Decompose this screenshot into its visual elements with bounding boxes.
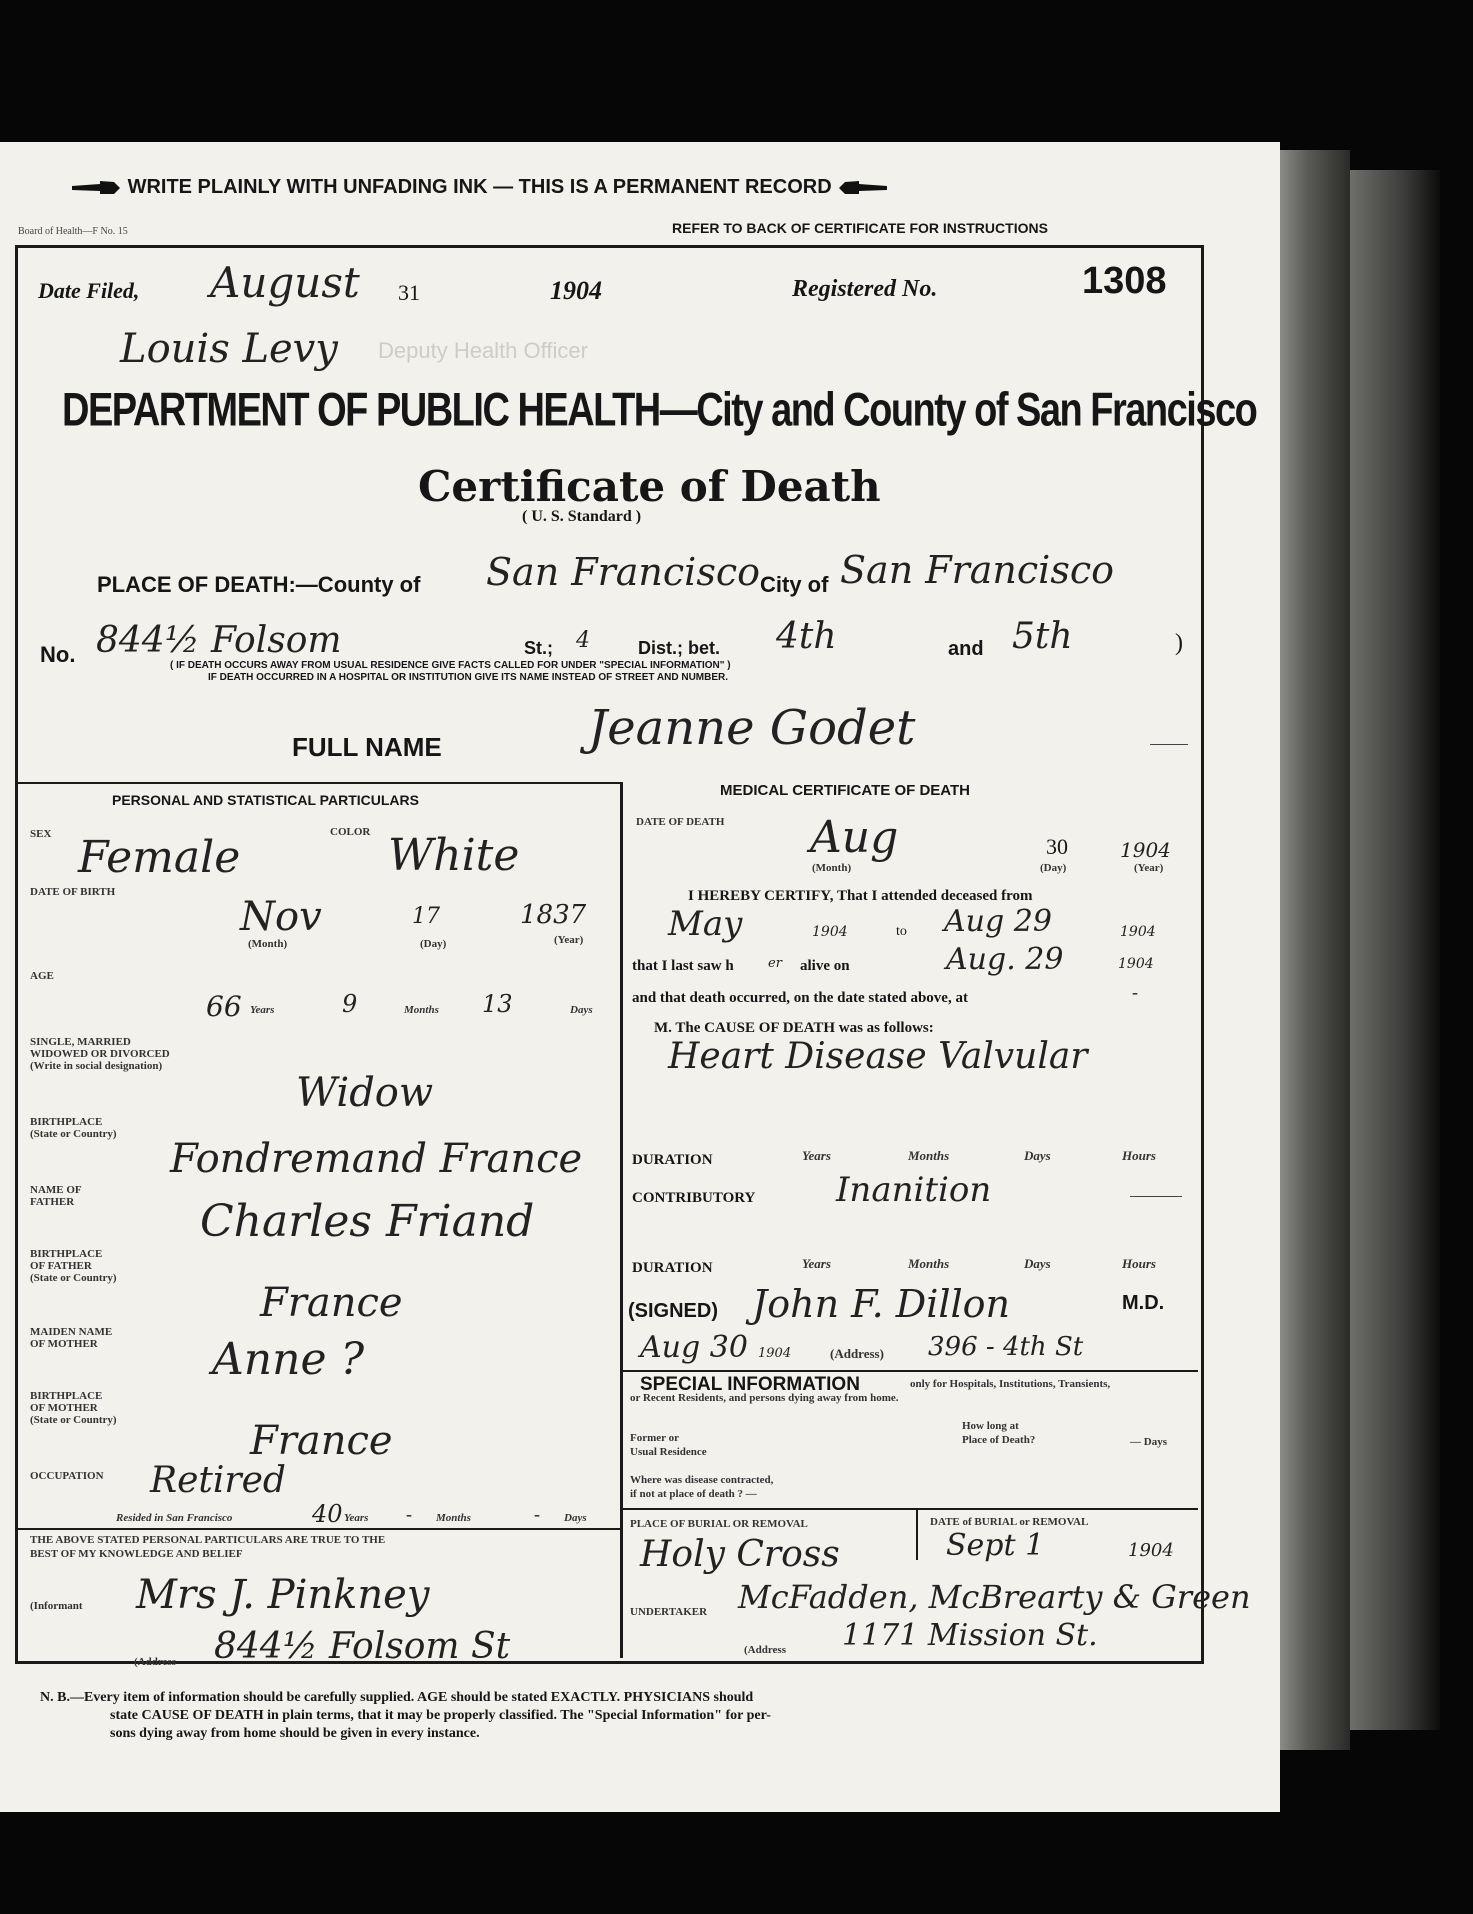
street-address: 844½ Folsom: [96, 620, 342, 661]
informant-address-label: (Address: [134, 1656, 176, 1668]
dod-year-caption: (Year): [1134, 862, 1164, 874]
place-city: San Francisco: [840, 548, 1114, 592]
signed-year: 1904: [758, 1346, 792, 1361]
mother-label-1: MAIDEN NAME: [30, 1326, 113, 1338]
informant-address: 844½ Folsom St: [214, 1626, 511, 1667]
marital-value: Widow: [296, 1070, 434, 1116]
father-birthplace-label-2: OF FATHER: [30, 1260, 92, 1272]
dob-month: Nov: [240, 894, 322, 940]
dod-month-caption: (Month): [812, 862, 852, 874]
former-residence-label-2: Usual Residence: [630, 1446, 707, 1458]
form-reference: Board of Health—F No. 15: [18, 226, 128, 237]
street-no-label: No.: [40, 642, 76, 667]
date-filed-label: Date Filed,: [38, 278, 140, 303]
personal-heading: PERSONAL AND STATISTICAL PARTICULARS: [112, 792, 419, 808]
instructions-note: REFER TO BACK OF CERTIFICATE FOR INSTRUCTIONS: [672, 220, 1048, 236]
street-st-label: St.;: [524, 638, 553, 658]
undertaker-name: McFadden, McBrearty & Green: [738, 1578, 1251, 1616]
contracted-label-1: Where was disease contracted,: [630, 1474, 774, 1486]
dod-month: Aug: [810, 812, 899, 863]
father-label-1: NAME OF: [30, 1184, 82, 1196]
place-note-1: ( IF DEATH OCCURS AWAY FROM USUAL RESIDENCE GIVE FACTS CALLED FOR UNDER "SPECIAL INFORMATION" ): [170, 660, 731, 671]
duration-months-caption: Months: [908, 1148, 950, 1163]
burial-date-label: DATE of BURIAL or REMOVAL: [930, 1516, 1089, 1528]
place-paren-close: ): [1175, 630, 1183, 656]
how-long-value: — Days: [1130, 1436, 1167, 1448]
duration-months-caption: Months: [908, 1256, 950, 1271]
officer-signature: Louis Levy: [120, 326, 338, 372]
marital-label-1: SINGLE, MARRIED: [30, 1036, 131, 1048]
attended-to-year: 1904: [1120, 924, 1156, 940]
registered-label: Registered No.: [792, 276, 938, 302]
father-name: Charles Friand: [200, 1196, 535, 1247]
dob-year: 1837: [520, 900, 587, 930]
marital-label-3: (Write in social designation): [30, 1060, 163, 1072]
between-street-2: 5th: [1012, 616, 1073, 657]
pointing-hand-icon: [70, 178, 122, 198]
full-name-value: Jeanne Godet: [588, 700, 916, 756]
certificate-title: Certificate of Death: [418, 462, 881, 511]
dod-day: 30: [1046, 834, 1068, 859]
cause-value: Heart Disease Valvular: [668, 1036, 1088, 1077]
page-shadow: [1350, 170, 1440, 1730]
how-long-label-1: How long at: [962, 1420, 1019, 1432]
dod-label: DATE OF DEATH: [636, 816, 725, 828]
age-months-caption: Months: [404, 1004, 439, 1016]
duration-days-caption: Days: [1024, 1148, 1051, 1163]
physician-signature: John F. Dillon: [752, 1282, 1011, 1326]
date-filed-month: August: [210, 258, 360, 307]
banner-row: [70, 176, 889, 199]
contracted-label-2: if not at place of death ? —: [630, 1488, 757, 1500]
color-label: COLOR: [330, 826, 371, 838]
place-county: San Francisco: [486, 550, 760, 594]
contributory-value: Inanition: [836, 1170, 992, 1210]
age-days: 13: [482, 990, 513, 1018]
section-rule: [620, 1370, 1198, 1372]
undertaker-address-label: (Address: [744, 1644, 786, 1656]
age-years-caption: Years: [250, 1004, 275, 1016]
banner-text: WRITE PLAINLY WITH UNFADING INK — THIS IS A PERMANENT RECORD: [127, 176, 832, 198]
birthplace-label: BIRTHPLACE: [30, 1116, 103, 1128]
between-street-1: 4th: [776, 616, 837, 657]
resided-months-caption: Months: [436, 1512, 471, 1524]
undertaker-address: 1171 Mission St.: [842, 1618, 1098, 1653]
duration-hours-caption: Hours: [1122, 1256, 1156, 1271]
and-label: and: [948, 638, 984, 660]
date-filed-day: 31: [398, 280, 420, 305]
duration-label-1: DURATION: [632, 1152, 713, 1168]
contributory-label: CONTRIBUTORY: [632, 1190, 756, 1206]
last-saw-date: Aug. 29: [946, 942, 1064, 977]
undertaker-label: UNDERTAKER: [630, 1606, 708, 1618]
rule: [1150, 744, 1188, 745]
mother-birthplace: France: [250, 1418, 393, 1464]
to-label: to: [896, 924, 907, 939]
burial-place: Holy Cross: [640, 1534, 840, 1575]
signed-date: Aug 30: [640, 1330, 748, 1365]
dob-month-caption: (Month): [248, 938, 288, 950]
mother-birthplace-label-1: BIRTHPLACE: [30, 1390, 103, 1402]
mother-birthplace-label-3: (State or Country): [30, 1414, 117, 1426]
footer-note-1: N. B.—Every item of information should be carefully supplied. AGE should be stated EXACTLY. PHYSICIANS should: [40, 1690, 754, 1705]
informant-statement-2: BEST OF MY KNOWLEDGE AND BELIEF: [30, 1548, 243, 1560]
dod-day-caption: (Day): [1040, 862, 1067, 874]
last-saw-pronoun: er: [768, 956, 782, 971]
resided-months: -: [406, 1504, 412, 1524]
footer-note-3: sons dying away from home should be given in every instance.: [110, 1726, 480, 1741]
marital-label-2: WIDOWED OR DIVORCED: [30, 1048, 170, 1060]
duration-hours-caption: Hours: [1122, 1148, 1156, 1163]
mother-name: Anne ?: [212, 1334, 365, 1385]
sex-value: Female: [78, 832, 241, 883]
father-label-2: FATHER: [30, 1196, 75, 1208]
occupation-value: Retired: [150, 1460, 286, 1501]
dob-label: DATE OF BIRTH: [30, 886, 116, 898]
resided-days-caption: Days: [564, 1512, 587, 1524]
mother-birthplace-label-2: OF MOTHER: [30, 1402, 98, 1414]
father-birthplace-label-1: BIRTHPLACE: [30, 1248, 103, 1260]
signed-label: (SIGNED): [628, 1300, 718, 1322]
birthplace-sublabel: (State or Country): [30, 1128, 117, 1140]
place-label: PLACE OF DEATH:—County of: [97, 572, 421, 597]
informant-label: (Informant: [30, 1600, 83, 1612]
officer-title: Deputy Health Officer: [378, 338, 588, 363]
resided-days: -: [534, 1504, 540, 1524]
former-residence-label-1: Former or: [630, 1432, 679, 1444]
district-label: Dist.; bet.: [638, 638, 721, 658]
burial-place-label: PLACE OF BURIAL OR REMOVAL: [630, 1518, 808, 1530]
dob-year-caption: (Year): [554, 934, 584, 946]
certificate-subtitle: ( U. S. Standard ): [522, 508, 642, 525]
father-birthplace-label-3: (State or Country): [30, 1272, 117, 1284]
attended-from: May: [668, 904, 743, 944]
mother-label-2: OF MOTHER: [30, 1338, 98, 1350]
duration-years-caption: Years: [802, 1256, 831, 1271]
duration-label-2: DURATION: [632, 1260, 713, 1276]
section-rule: [15, 782, 622, 784]
section-rule: [620, 1508, 1198, 1510]
sex-label: SEX: [30, 828, 52, 840]
certify-text: I HEREBY CERTIFY, That I attended deceased from: [688, 888, 1033, 904]
duration-days-caption: Days: [1024, 1256, 1051, 1271]
footer-note-2: state CAUSE OF DEATH in plain terms, that it may be properly classified. The "Special Information" for per-: [110, 1708, 771, 1723]
occupation-label: OCCUPATION: [30, 1470, 104, 1482]
dob-day: 17: [412, 904, 440, 929]
burial-year: 1904: [1128, 1540, 1174, 1561]
place-city-label: City of: [760, 572, 829, 597]
dod-year: 1904: [1120, 838, 1171, 862]
physician-address-label: (Address): [830, 1346, 884, 1361]
age-months: 9: [342, 990, 358, 1018]
special-heading: SPECIAL INFORMATION: [640, 1374, 860, 1395]
burial-date: Sept 1: [946, 1528, 1045, 1563]
death-time: -: [1132, 982, 1138, 1002]
department-title: DEPARTMENT OF PUBLIC HEALTH—City and County of San Francisco: [62, 384, 1257, 437]
burial-divider: [916, 1510, 918, 1560]
pointing-hand-icon: [837, 178, 889, 198]
cause-label: M. The CAUSE OF DEATH was as follows:: [654, 1020, 934, 1036]
informant-name: Mrs J. Pinkney: [136, 1572, 430, 1618]
physician-address: 396 - 4th St: [928, 1332, 1084, 1362]
father-birthplace: France: [260, 1280, 403, 1326]
birthplace-value: Fondremand France: [170, 1136, 583, 1182]
date-filed-year: 1904: [550, 276, 602, 305]
age-label: AGE: [30, 970, 54, 982]
resided-label: Resided in San Francisco: [116, 1512, 233, 1524]
last-saw-year: 1904: [1118, 956, 1154, 972]
district-number: 4: [576, 628, 590, 653]
death-occurred-text: and that death occurred, on the date stated above, at: [632, 990, 968, 1006]
registered-number: 1308: [1082, 260, 1167, 302]
place-note-2: IF DEATH OCCURRED IN A HOSPITAL OR INSTITUTION GIVE ITS NAME INSTEAD OF STREET AND NUMBER.: [208, 672, 729, 683]
special-note-1: only for Hospitals, Institutions, Transients,: [910, 1378, 1111, 1390]
special-note-2: or Recent Residents, and persons dying away from home.: [630, 1392, 899, 1404]
full-name-label: FULL NAME: [292, 732, 442, 762]
dob-day-caption: (Day): [420, 938, 447, 950]
last-saw-label: that I last saw h: [632, 958, 734, 974]
attended-to: Aug 29: [944, 904, 1052, 939]
age-years: 66: [206, 990, 242, 1023]
attended-from-year: 1904: [812, 924, 848, 940]
age-days-caption: Days: [570, 1004, 593, 1016]
medical-heading: MEDICAL CERTIFICATE OF DEATH: [720, 782, 970, 799]
rule: [1130, 1196, 1182, 1197]
duration-years-caption: Years: [802, 1148, 831, 1163]
resided-years-caption: Years: [344, 1512, 369, 1524]
resided-years: 40: [312, 1500, 343, 1528]
informant-statement-1: THE ABOVE STATED PERSONAL PARTICULARS ARE TRUE TO THE: [30, 1534, 386, 1546]
alive-on-label: alive on: [800, 958, 850, 974]
section-rule: [15, 1528, 622, 1530]
page-edge: [1280, 150, 1350, 1750]
color-value: White: [388, 830, 520, 881]
md-label: M.D.: [1122, 1292, 1165, 1314]
how-long-label-2: Place of Death?: [962, 1434, 1036, 1446]
column-divider: [620, 782, 623, 1658]
